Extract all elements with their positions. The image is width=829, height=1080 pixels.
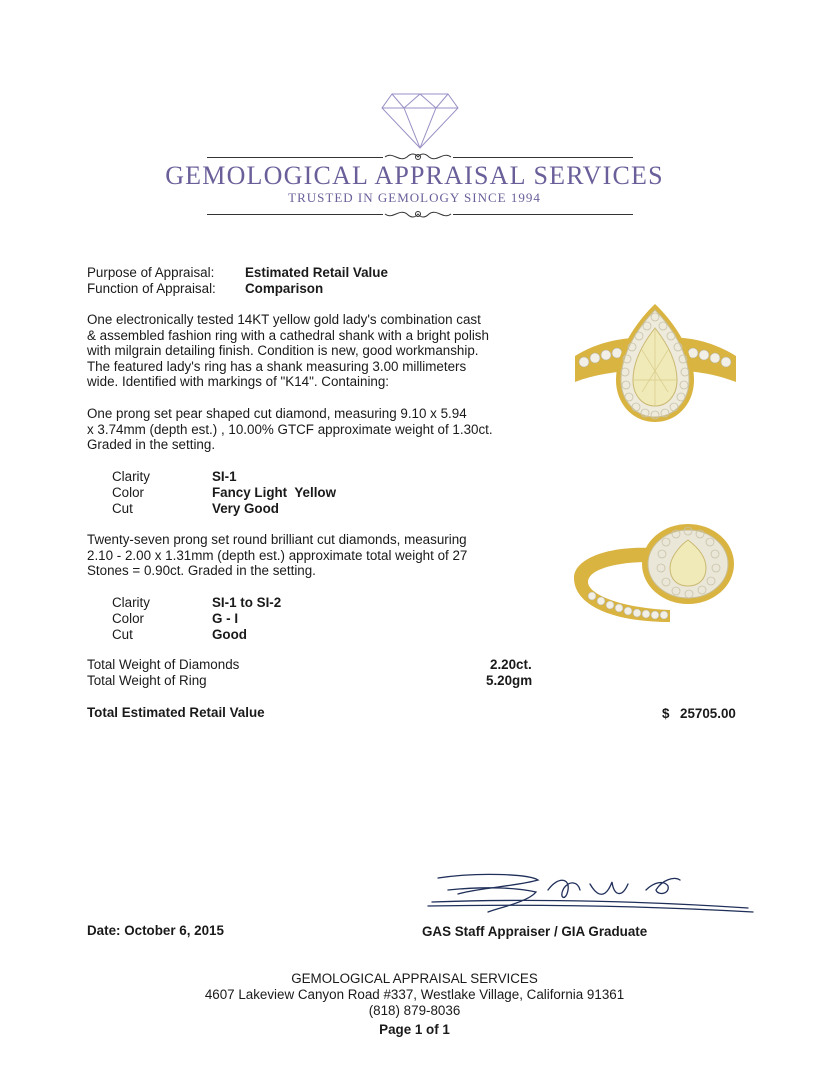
page-number: Page 1 of 1: [379, 1022, 450, 1037]
retail-value: 25705.00: [680, 706, 736, 721]
side-stones-line: Twenty-seven prong set round brilliant cut diamonds, measuring: [87, 532, 467, 547]
center-clarity-value: SI-1: [212, 469, 237, 484]
appraiser-signature-image: [418, 868, 758, 920]
appraiser-title: GAS Staff Appraiser / GIA Graduate: [422, 924, 648, 939]
diamond-logo-icon: [380, 92, 460, 150]
center-stone-line: Graded in the setting.: [87, 437, 216, 453]
header-top-rule-right: [453, 157, 633, 158]
description-line: One electronically tested 14KT yellow gold lady's combination cast: [87, 312, 481, 327]
purpose-label: Purpose of Appraisal:: [87, 265, 215, 280]
appraisal-date: Date: October 6, 2015: [87, 923, 224, 938]
header-bottom-rule-left: [207, 214, 383, 215]
ring-description: [87, 312, 517, 390]
total-diamonds-label: Total Weight of Diamonds: [87, 657, 240, 672]
retail-value-label: Total Estimated Retail Value: [87, 705, 265, 720]
side-stones-line: Stones = 0.90ct. Graded in the setting.: [87, 563, 316, 579]
center-color-label: Color: [112, 485, 144, 500]
description-line: & assembled fashion ring with a cathedral shank with a bright polish: [87, 327, 489, 343]
company-name: GEMOLOGICAL APPRAISAL SERVICES: [165, 161, 664, 190]
side-stones-line: 2.10 - 2.00 x 1.31mm (depth est.) approximate total weight of 27: [87, 547, 468, 563]
footer-address: 4607 Lakeview Canyon Road #337, Westlake Village, California 91361: [204, 987, 625, 1002]
side-clarity-value: SI-1 to SI-2: [212, 595, 282, 610]
description-line: The featured lady's ring has a shank measuring 3.00 millimeters: [87, 358, 467, 374]
description-line: wide. Identified with markings of "K14". Containing:: [87, 374, 390, 390]
description-line: with milgrain detailing finish. Condition is new, good workmanship.: [87, 343, 479, 359]
center-cut-value: Very Good: [212, 501, 279, 516]
function-label: Function of Appraisal:: [87, 281, 216, 296]
flourish-ornament-icon: [383, 206, 453, 222]
side-cut-label: Cut: [112, 627, 133, 642]
side-color-label: Color: [112, 611, 144, 626]
footer-phone: (818) 879-8036: [368, 1003, 461, 1018]
center-color-value: Fancy Light Yellow: [212, 485, 337, 500]
side-stones-description: [87, 532, 517, 579]
retail-currency: $: [662, 706, 670, 721]
side-clarity-label: Clarity: [112, 595, 150, 610]
function-value: Comparison: [245, 281, 324, 296]
center-stone-line: One prong set pear shaped cut diamond, measuring 9.10 x 5.94: [87, 406, 467, 421]
ring-top-view-image: [570, 300, 740, 440]
center-cut-label: Cut: [112, 501, 133, 516]
total-ring-label: Total Weight of Ring: [87, 673, 207, 688]
company-tagline: TRUSTED IN GEMOLOGY SINCE 1994: [288, 190, 541, 205]
footer-company: GEMOLOGICAL APPRAISAL SERVICES: [291, 971, 538, 986]
side-color-value: G - I: [212, 611, 239, 626]
ring-side-view-image: [570, 518, 740, 628]
side-cut-value: Good: [212, 627, 247, 642]
header-top-rule-left: [207, 157, 383, 158]
total-diamonds-value: 2.20ct.: [490, 657, 532, 672]
center-clarity-label: Clarity: [112, 469, 150, 484]
center-stone-line: x 3.74mm (depth est.) , 10.00% GTCF approximate weight of 1.30ct.: [87, 421, 493, 437]
center-stone-description: [87, 406, 517, 453]
purpose-value: Estimated Retail Value: [245, 265, 388, 280]
header-bottom-rule-right: [453, 214, 633, 215]
total-ring-value: 5.20gm: [486, 673, 533, 688]
